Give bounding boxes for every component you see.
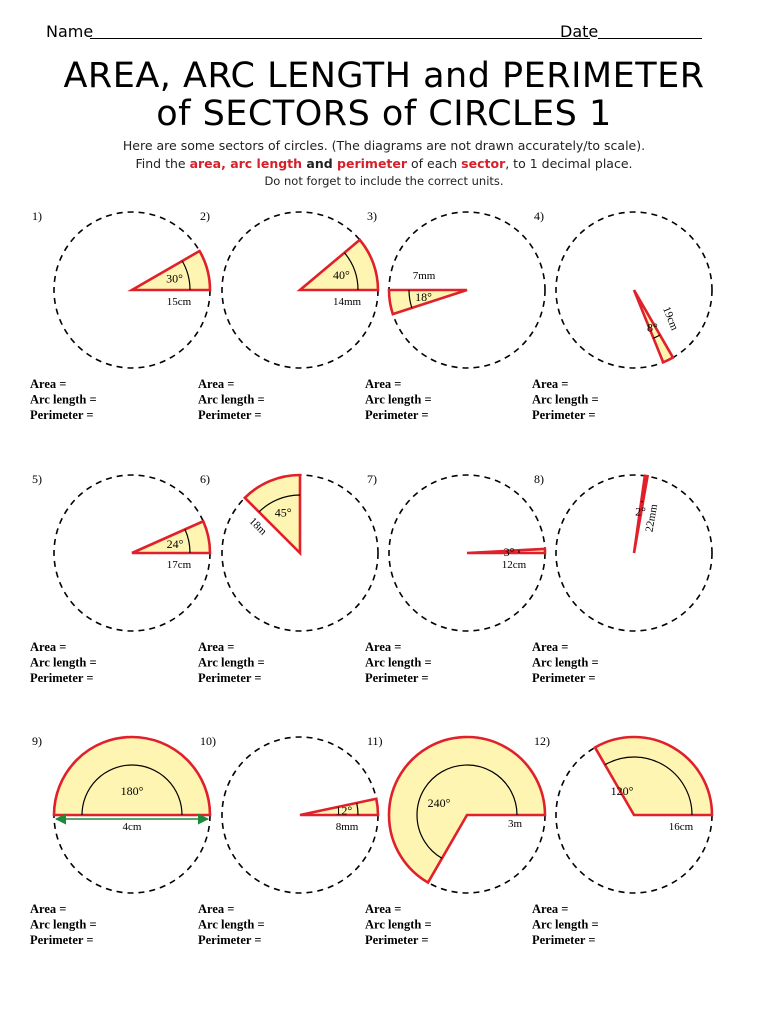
problem-number: 11)	[367, 734, 383, 748]
area-label: Area =	[198, 640, 235, 654]
name-label: Name	[46, 22, 94, 41]
arc-length-label: Arc length =	[365, 655, 432, 670]
perimeter-label: Perimeter =	[30, 671, 94, 685]
problem-number: 5)	[32, 472, 42, 486]
angle-label: 24°	[166, 536, 184, 551]
instruction-arc: arc length	[225, 156, 303, 171]
problem-11	[365, 734, 545, 947]
problem-3	[365, 209, 545, 422]
perimeter-label: Perimeter =	[365, 933, 429, 947]
angle-label: 18°	[415, 289, 432, 304]
area-label: Area =	[365, 640, 402, 654]
arc-length-label: Arc length =	[532, 917, 599, 932]
measure-label: 16cm	[668, 821, 694, 833]
problem-4	[532, 209, 712, 422]
area-label: Area =	[198, 902, 235, 916]
perimeter-label: Perimeter =	[532, 408, 596, 422]
area-label: Area =	[30, 902, 67, 916]
instruction-perimeter: perimeter	[337, 156, 408, 171]
perimeter-label: Perimeter =	[30, 408, 94, 422]
sector	[54, 737, 210, 815]
measure-label: 12cm	[501, 559, 527, 571]
angle-label: 30°	[166, 271, 183, 286]
arc-length-label: Arc length =	[532, 392, 599, 407]
problem-8	[532, 472, 712, 685]
problem-2	[198, 209, 378, 422]
area-label: Area =	[532, 902, 569, 916]
area-label: Area =	[365, 902, 402, 916]
measure-label: 15cm	[166, 296, 192, 308]
instruction-area: area,	[189, 156, 226, 171]
page-title-line1: AREA, ARC LENGTH and PERIMETER	[63, 56, 705, 96]
angle-label: 3°	[503, 544, 515, 559]
measure-label: 22mm	[643, 503, 661, 533]
arc-length-label: Arc length =	[30, 655, 97, 670]
measure-label: 19cm	[660, 305, 681, 333]
measure-label: 3m	[507, 818, 523, 830]
area-label: Area =	[198, 377, 235, 391]
problem-number: 1)	[32, 209, 42, 223]
problem-7	[365, 472, 545, 685]
angle-label: 40°	[332, 267, 350, 282]
arc-length-label: Arc length =	[198, 655, 265, 670]
measure-label: 7mm	[412, 270, 436, 282]
problem-number: 6)	[200, 472, 210, 486]
angle-label: 180°	[120, 784, 144, 798]
measure-label: 18m	[246, 515, 269, 538]
instruction-line1: Here are some sectors of circles. (The diagrams are not drawn accurately/to scale).	[122, 138, 646, 153]
problem-number: 10)	[200, 734, 216, 748]
page-title-line2: of SECTORS of CIRCLES 1	[156, 94, 612, 134]
measure-label: 14mm	[332, 296, 362, 308]
problem-number: 2)	[200, 209, 210, 223]
problem-number: 9)	[32, 734, 42, 748]
problem-number: 7)	[367, 472, 377, 486]
area-label: Area =	[30, 377, 67, 391]
angle-label: 12°	[335, 803, 353, 818]
sector	[595, 737, 712, 815]
arc-length-label: Arc length =	[198, 392, 265, 407]
problem-5	[30, 472, 210, 685]
perimeter-label: Perimeter =	[532, 671, 596, 685]
perimeter-label: Perimeter =	[30, 933, 94, 947]
problem-10	[198, 734, 378, 947]
sector	[389, 737, 545, 883]
arc-length-label: Arc length =	[365, 392, 432, 407]
arc-length-label: Arc length =	[532, 655, 599, 670]
arc-length-label: Arc length =	[198, 917, 265, 932]
problem-number: 3)	[367, 209, 377, 223]
arc-length-label: Arc length =	[365, 917, 432, 932]
instruction-end: , to 1 decimal place.	[505, 156, 633, 171]
area-label: Area =	[365, 377, 402, 391]
problem-12	[532, 734, 712, 947]
arc-length-label: Arc length =	[30, 917, 97, 932]
sector	[300, 240, 378, 290]
problem-1	[30, 209, 210, 422]
instruction-and: and	[302, 156, 338, 171]
problem-number: 12)	[534, 734, 550, 748]
problem-number: 4)	[534, 209, 544, 223]
angle-label: 120°	[610, 784, 634, 798]
problem-number: 8)	[534, 472, 544, 486]
measure-label: 17cm	[166, 559, 192, 571]
problem-9	[30, 734, 210, 947]
angle-label: 240°	[427, 796, 451, 810]
instruction-sector: sector	[461, 156, 506, 171]
angle-label: 8°	[647, 320, 658, 335]
perimeter-label: Perimeter =	[198, 671, 262, 685]
perimeter-label: Perimeter =	[365, 671, 429, 685]
perimeter-label: Perimeter =	[365, 408, 429, 422]
date-label: Date	[560, 22, 599, 41]
area-label: Area =	[30, 640, 67, 654]
angle-label: 45°	[274, 505, 292, 520]
area-label: Area =	[532, 377, 569, 391]
instruction-of: of each	[407, 156, 462, 171]
instruction-line3: Do not forget to include the correct units.	[264, 174, 504, 188]
instruction-find: Find the	[135, 156, 190, 171]
perimeter-label: Perimeter =	[198, 933, 262, 947]
sector	[245, 475, 300, 553]
problem-6	[198, 472, 378, 685]
measure-label: 4cm	[122, 821, 142, 833]
area-label: Area =	[532, 640, 569, 654]
perimeter-label: Perimeter =	[532, 933, 596, 947]
measure-label: 8mm	[335, 821, 359, 833]
angle-label: 2°	[635, 504, 646, 519]
arc-length-label: Arc length =	[30, 392, 97, 407]
perimeter-label: Perimeter =	[198, 408, 262, 422]
